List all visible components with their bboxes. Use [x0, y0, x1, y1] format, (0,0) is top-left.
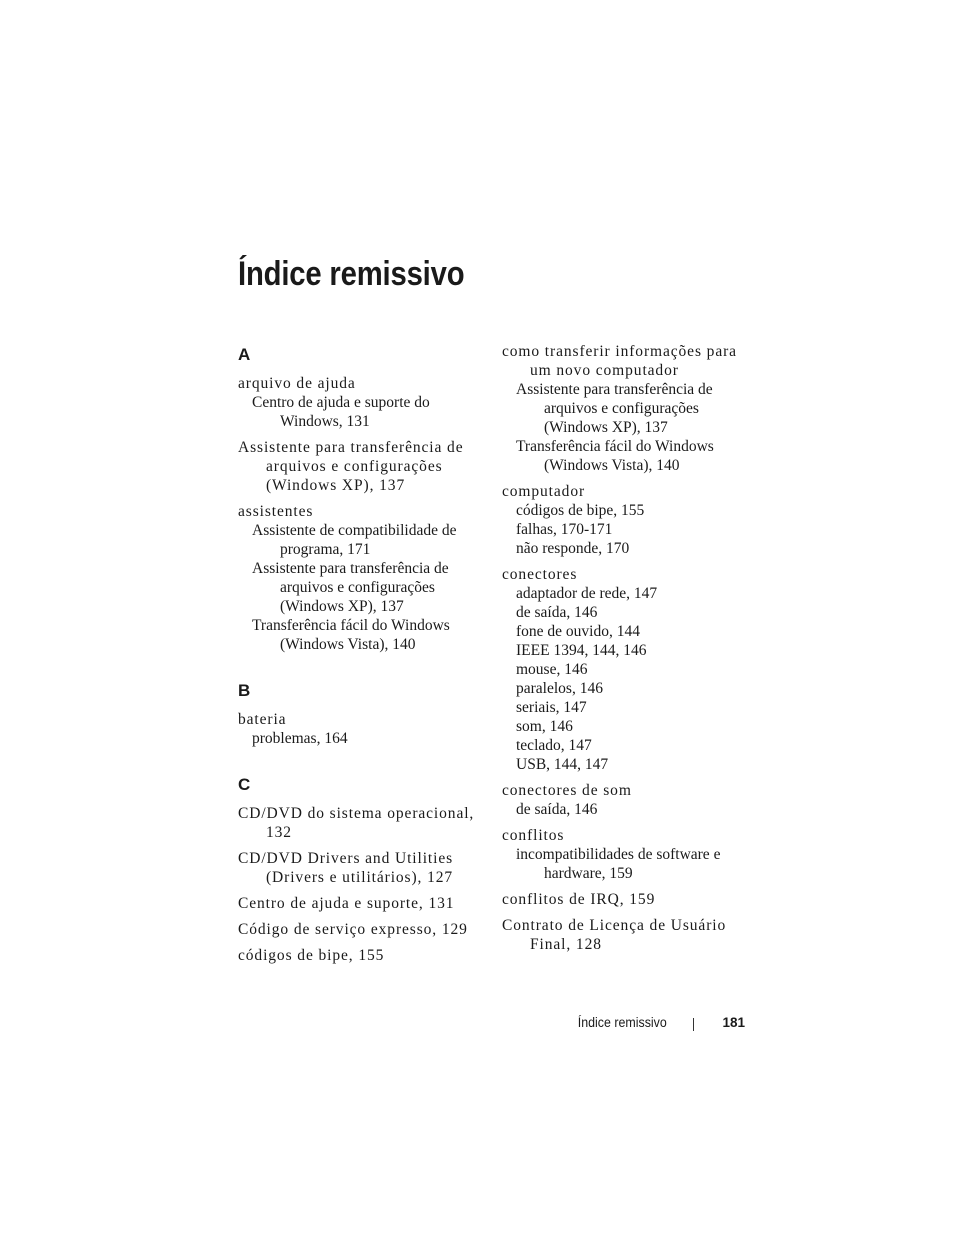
- index-subentry: não responde, 170: [516, 540, 630, 557]
- index-term: CD/DVD do sistema operacional, 132: [238, 805, 475, 841]
- index-entry: [238, 438, 478, 495]
- index-term: computador: [502, 483, 586, 500]
- footer-label: Índice remissivo: [577, 1015, 667, 1030]
- index-subentry: incompatibilidades de software e hardware, 159: [516, 846, 721, 882]
- page-footer: [0, 1015, 745, 1035]
- index-subentry: Transferência fácil do Windows (Windows Vista), 140: [252, 617, 450, 653]
- index-entry: [238, 894, 478, 913]
- index-term: arquivo de ajuda: [238, 375, 356, 392]
- index-subentry: Transferência fácil do Windows (Windows Vista), 140: [516, 438, 714, 474]
- index-entry: [238, 374, 478, 431]
- index-subentry: códigos de bipe, 155: [516, 502, 645, 519]
- footer-separator: [693, 1018, 694, 1031]
- page-number: 181: [722, 1015, 745, 1030]
- index-entry: [238, 920, 478, 939]
- index-term: Assistente para transferência de arquivos e configurações (Windows XP), 137: [238, 439, 464, 494]
- index-subentry: paralelos, 146: [516, 680, 603, 697]
- index-term: Centro de ajuda e suporte, 131: [238, 895, 455, 912]
- index-subentry: mouse, 146: [516, 661, 588, 678]
- index-column-right: [502, 342, 747, 980]
- index-subentry: Assistente para transferência de arquivos e configurações (Windows XP), 137: [516, 381, 713, 436]
- index-subentry: Assistente de compatibilidade de programa, 171: [252, 522, 457, 558]
- index-entry: [502, 565, 747, 774]
- index-entry: [502, 826, 747, 883]
- index-term: conectores de som: [502, 782, 632, 799]
- index-term: Contrato de Licença de Usuário Final, 128: [502, 917, 727, 953]
- index-entry: [238, 502, 478, 654]
- index-entry: [238, 804, 478, 842]
- index-subentry: IEEE 1394, 144, 146: [516, 642, 647, 659]
- index-entry: [238, 849, 478, 887]
- index-subentry: problemas, 164: [252, 730, 348, 747]
- index-entry: [502, 890, 747, 909]
- index-term: assistentes: [238, 503, 314, 520]
- index-entry: [238, 946, 478, 965]
- index-term: CD/DVD Drivers and Utilities (Drivers e utilitários), 127: [238, 850, 454, 886]
- index-term: conectores: [502, 566, 578, 583]
- section-letter: C: [238, 775, 251, 794]
- index-entry: [502, 482, 747, 558]
- index-section: [238, 344, 478, 654]
- index-subentry: de saída, 146: [516, 801, 598, 818]
- index-subentry: USB, 144, 147: [516, 756, 609, 773]
- section-letter: B: [238, 681, 251, 700]
- section-letter: A: [238, 345, 251, 364]
- index-subentry: de saída, 146: [516, 604, 598, 621]
- index-term: códigos de bipe, 155: [238, 947, 385, 964]
- index-subentry: som, 146: [516, 718, 573, 735]
- index-section: [238, 680, 478, 748]
- index-entry: [502, 916, 747, 954]
- index-entry: [238, 710, 478, 748]
- index-subentry: Centro de ajuda e suporte do Windows, 131: [252, 394, 430, 430]
- index-subentry: Assistente para transferência de arquivos e configurações (Windows XP), 137: [252, 560, 449, 615]
- index-term: como transferir informações para um novo computador: [502, 343, 737, 379]
- index-subentry: falhas, 170-171: [516, 521, 613, 538]
- index-subentry: seriais, 147: [516, 699, 587, 716]
- index-term: Código de serviço expresso, 129: [238, 921, 468, 938]
- index-section: [502, 342, 747, 954]
- index-subentry: teclado, 147: [516, 737, 592, 754]
- index-term: bateria: [238, 711, 287, 728]
- index-column-left: [238, 342, 478, 991]
- index-term: conflitos: [502, 827, 565, 844]
- index-subentry: adaptador de rede, 147: [516, 585, 658, 602]
- index-entry: [502, 342, 747, 475]
- index-entry: [502, 781, 747, 819]
- page-title: Índice remissivo: [238, 255, 465, 293]
- index-term: conflitos de IRQ, 159: [502, 891, 656, 908]
- index-subentry: fone de ouvido, 144: [516, 623, 640, 640]
- index-section: [238, 774, 478, 965]
